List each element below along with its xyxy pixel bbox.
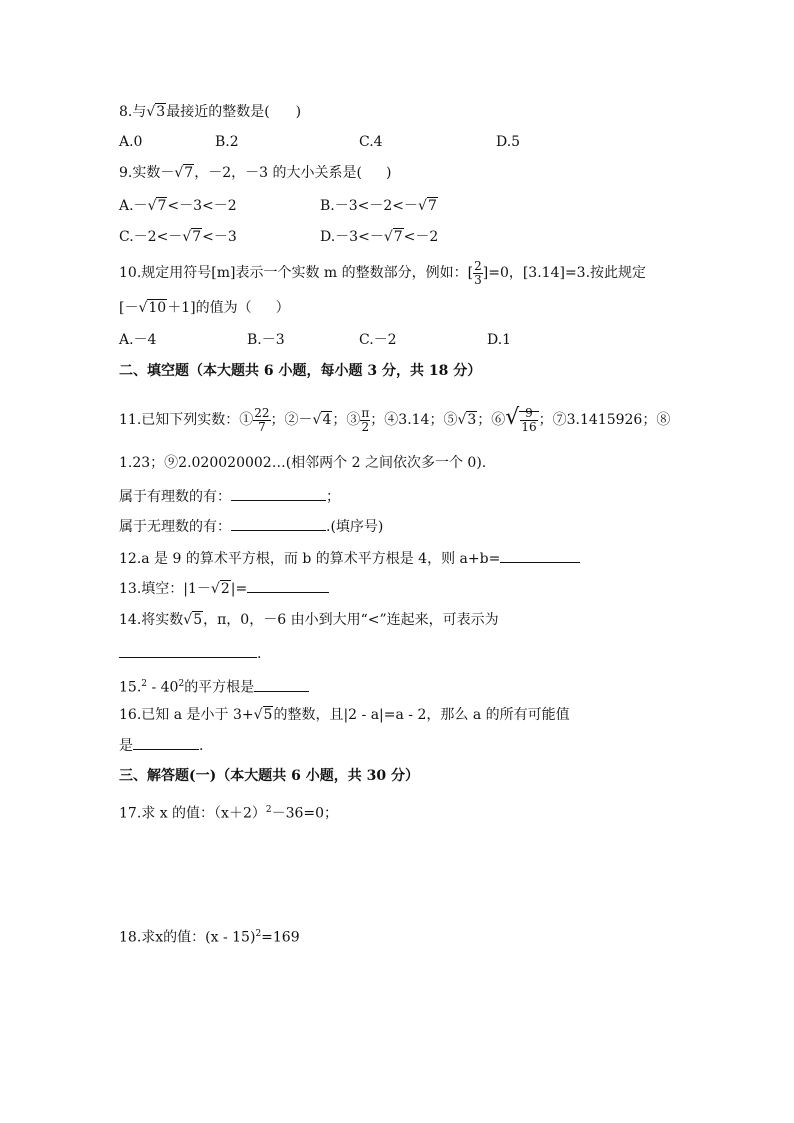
question-11-rational [119, 486, 340, 507]
question-17 [119, 800, 338, 824]
q9-option-a-radicand: 7 [157, 198, 167, 214]
sqrt-sign: √3 [146, 104, 166, 120]
q8-text-c: ) [295, 104, 302, 120]
q9-option-c-radicand: 7 [192, 229, 202, 245]
q18-superscript: 2 [255, 929, 262, 939]
q17-text-b: －36=0； [271, 805, 339, 822]
question-10-line-1 [119, 258, 646, 288]
q14-text-b: ，π，0，－6 由小到大用“<”连起来，可表示为 [203, 612, 499, 628]
q11-text-c: ；③ [332, 412, 361, 428]
q16-text: 16.已知 a 是小于 3+ [119, 707, 254, 723]
q18-text: 18.求x的值：(x - 15) [119, 929, 256, 946]
q9-option-b-radicand: 7 [427, 198, 437, 214]
fraction-numerator: 9 [520, 407, 537, 421]
q9-option-a-text: A.－ [119, 198, 148, 214]
q14-end: . [257, 646, 262, 662]
q12-answer-blank[interactable] [500, 548, 580, 563]
question-16-line-2 [119, 735, 203, 756]
q10-option-c: C.－2 [359, 332, 397, 348]
sqrt-sign: √7 [174, 165, 194, 181]
fraction [253, 407, 270, 434]
q16-end: . [199, 738, 204, 754]
question-14 [119, 610, 499, 630]
rational-label-end: ； [326, 489, 340, 505]
question-13 [119, 578, 329, 599]
q10-text-d: ＋1]的值为（ [167, 300, 252, 316]
q15-text-c: 的平方根是 [184, 679, 255, 696]
q9-option-b [320, 196, 438, 216]
q10-option-a: A.－4 [119, 332, 157, 348]
q8-option-b: B.2 [215, 134, 239, 150]
q9-option-c [119, 227, 237, 247]
q11-radicand-2: 4 [322, 412, 332, 428]
irrational-label: 属于无理数的有： [119, 519, 231, 535]
q14-radicand: 5 [193, 612, 203, 628]
question-9 [119, 163, 391, 183]
q9-text-b: ，－2，－3 的大小关系是( [194, 165, 362, 181]
q16-answer-blank[interactable] [133, 735, 199, 750]
q8-option-c: C.4 [359, 134, 383, 150]
q9-option-d-text-b: <－2 [403, 229, 439, 245]
sqrt-sign: √10 [138, 300, 167, 316]
question-18 [119, 924, 300, 948]
sqrt-sign: √2 [210, 581, 230, 597]
q8-text: 8.与 [119, 104, 147, 120]
q13-radicand: 2 [220, 581, 230, 597]
q14-answer-blank[interactable] [119, 643, 257, 658]
q13-text: 13.填空：|1－ [119, 581, 211, 597]
q15-text-b: - 40 [147, 679, 179, 696]
sqrt-sign: √7 [182, 229, 202, 245]
irrational-label-end: .(填序号) [326, 519, 384, 535]
q18-text-b: =169 [261, 929, 300, 946]
q8-option-a: A.0 [119, 134, 143, 150]
q9-option-c-text-b: <－3 [202, 229, 237, 245]
sqrt-sign: √5 [253, 707, 273, 723]
q9-radicand: 7 [184, 165, 194, 181]
q10-option-b: B.－3 [247, 332, 285, 348]
question-11-line-2: 1.23；⑨2.020020002…(相邻两个 2 之间依次多一个 0). [119, 455, 487, 471]
q15-superscript: 2 [141, 679, 147, 689]
q10-text-b: ]=0，[3.14]=3.按此规定 [482, 265, 647, 281]
q10-text-e: ） [275, 300, 290, 316]
q9-text: 9.实数－ [119, 165, 175, 181]
section-2-heading: 二、填空题（本大题共 6 小题，每小题 3 分，共 18 分） [119, 363, 482, 379]
fraction [520, 407, 537, 434]
q8-option-d: D.5 [496, 134, 521, 150]
q14-text: 14.将实数 [119, 612, 184, 628]
q8-text-b: 最接近的整数是( [166, 104, 270, 120]
q16-text-c: 是 [119, 738, 133, 754]
sqrt-sign: √7 [418, 198, 437, 214]
q9-option-a [119, 196, 237, 216]
q11-text-f: ；⑦3.1415926；⑧ [538, 412, 671, 428]
question-11-line-1 [119, 398, 670, 440]
q11-radicand-5: 3 [467, 412, 477, 428]
sqrt-sign: √3 [457, 412, 477, 428]
question-11-irrational [119, 516, 383, 537]
q15-superscript-2: 2 [178, 679, 185, 689]
fraction-denominator: 3 [474, 272, 482, 287]
q9-option-a-text-b: <－3<－2 [167, 198, 237, 214]
q9-option-b-text: B.－3<－2<－ [320, 198, 419, 214]
q9-option-d-radicand: 7 [393, 229, 403, 245]
rational-answer-blank[interactable] [231, 486, 326, 501]
q8-radicand: 3 [156, 104, 166, 120]
q11-text: 11.已知下列实数：① [119, 412, 254, 428]
q13-answer-blank[interactable] [247, 578, 329, 593]
q11-text-e: ；⑥ [477, 412, 506, 428]
question-12 [119, 548, 580, 569]
q9-option-d-text: D.－3<－ [320, 229, 384, 245]
question-8 [119, 102, 301, 122]
question-15 [119, 674, 309, 698]
q9-option-c-text: C.－2<－ [119, 229, 183, 245]
question-14-answer-line [119, 643, 261, 664]
fraction-denominator: 7 [258, 419, 266, 434]
section-3-heading: 三、解答题(一)（本大题共 6 小题，共 30 分） [119, 768, 419, 784]
sqrt-sign: √5 [183, 612, 203, 628]
q12-text: 12.a 是 9 的算术平方根，而 b 的算术平方根是 4，则 a+b= [119, 551, 501, 567]
question-10-line-2 [119, 298, 290, 318]
irrational-answer-blank[interactable] [231, 516, 326, 531]
q13-text-b: |= [230, 581, 248, 597]
fraction-numerator: 22 [254, 405, 270, 420]
fraction [360, 407, 370, 434]
q16-text-b: 的整数，且|2 - a|=a - 2，那么 a 的所有可能值 [273, 707, 570, 723]
q17-superscript: 2 [265, 805, 272, 815]
q10-option-d: D.1 [487, 332, 512, 348]
sqrt-sign: √7 [383, 229, 403, 245]
q11-text-d: ；④3.14；⑤ [370, 412, 458, 428]
q16-radicand: 5 [263, 707, 273, 723]
q15-text: 15. [119, 679, 142, 696]
q10-radicand: 10 [148, 300, 167, 316]
fraction-denominator: 2 [361, 419, 370, 434]
q9-option-d [320, 227, 438, 247]
q17-text: 17.求 x 的值：（x＋2） [119, 805, 266, 822]
sqrt-sign: √ $\frac{9}{16}$ [505, 405, 537, 434]
q10-text: 10.规定用符号[m]表示一个实数 m 的整数部分，例如：[ [119, 265, 474, 281]
rational-label: 属于有理数的有： [119, 489, 231, 505]
sqrt-sign: √4 [312, 412, 332, 428]
fraction-denominator: 16 [521, 419, 537, 434]
sqrt-sign: √7 [147, 198, 167, 214]
q11-text-b: ；②－ [270, 412, 313, 428]
fraction [473, 260, 483, 287]
question-16 [119, 705, 570, 725]
fraction-numerator: 2 [474, 258, 482, 273]
fraction-numerator: π [361, 405, 370, 420]
q15-answer-blank[interactable] [254, 677, 309, 692]
q10-text-c: [－ [119, 300, 139, 316]
q9-text-c: ) [385, 165, 392, 181]
